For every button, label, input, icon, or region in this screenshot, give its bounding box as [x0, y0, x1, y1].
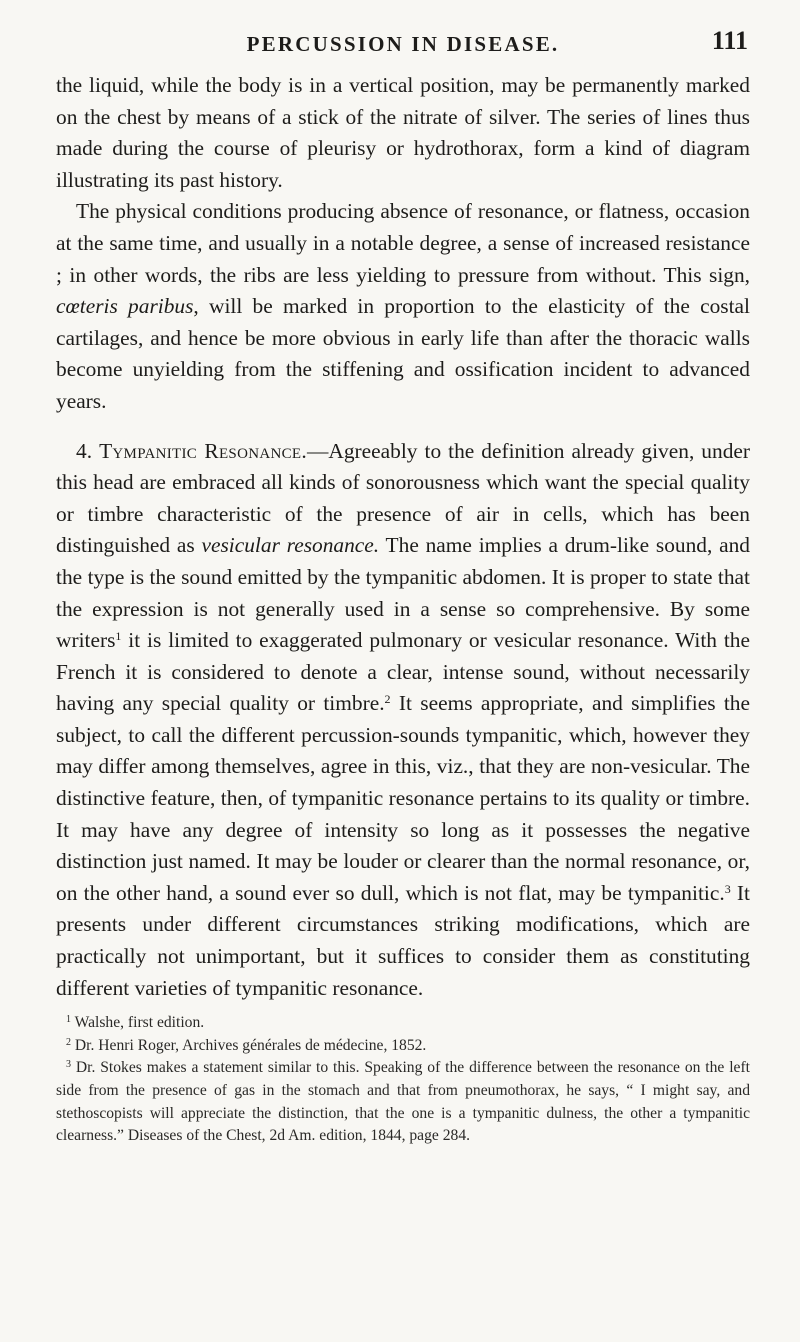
paragraph-text: It presents under different circumstances striking modifications, which are practically not unimportant, but it suffices to consider them as constituting different varieties of tympanitic resonance. [56, 880, 750, 1000]
paragraph-resistance [56, 196, 750, 417]
footnote-ref-2[interactable]: 2 [384, 692, 391, 707]
body-text [56, 70, 750, 1004]
paragraph-text: —Agreeably to the definition already given, under this head are embraced all kinds of sonorousness which want the special quality or timbre characteristic of the presence of air in cells, which has been distinguished as [56, 438, 751, 558]
paragraph-text: It seems appropriate, and simplifies the subject, to call the different percussion-sounds tympanitic, which, however they may differ among themselves, agree in this, viz., that they are non-vesicular. The distinctive feature, then, of tympanitic resonance pertains to its quality or timbre. It may have any degree of intensity so long as it possesses the negative distinction just named. It may be louder or clearer than the normal resonance, or, on the other hand, a sound ever so dull, which is not flat, may be tympanitic. [56, 691, 750, 905]
paragraph-text: it is limited to exaggerated pulmonary or vesicular resonance. With the French it is considered to denote a clear, intense sound, without necessarily having any special quality or timbre. [56, 628, 750, 716]
page-number: 111 [711, 26, 748, 55]
italic-term: vesicular resonance. [201, 533, 380, 558]
footnote-text: Dr. Stokes makes a statement similar to this. Speaking of the difference between the resonance on the left side from the presence of gas in the stomach and that from pneumothorax, he says, “ I might say, and stethoscopists will appreciate the distinction, that the one is a tympanitic dulness, the other a tympanitic clearness.” Diseases of the Chest, 2d Am. edition, 1844, page 284. [56, 1059, 751, 1145]
paragraph-text: , will be marked in proportion to the elasticity of the costal cartilages, and hence be more obvious in early life than after the thoracic walls become unyielding from the stiffening and ossification incident to advanced years. [56, 294, 750, 413]
footnote-text: Walshe, first edition. [74, 1014, 205, 1032]
latin-phrase: cœteris paribus [56, 294, 194, 319]
footnote-1 [56, 1012, 750, 1035]
footnote-marker: 3 [66, 1059, 71, 1071]
footnote-marker: 1 [66, 1014, 71, 1026]
section-number: 4. [76, 438, 100, 463]
paragraph-text: The physical conditions producing absence of resonance, or flatness, occasion at the same time, and usually in a notable degree, a sense of increased resistance ; in other words, the ribs are less yielding to pressure from without. This sign, [56, 199, 750, 287]
footnote-text: Dr. Henri Roger, Archives générales de médecine, 1852. [74, 1036, 427, 1054]
running-head [56, 22, 750, 70]
footnote-3 [56, 1057, 750, 1147]
section-heading: Tympanitic Resonance. [99, 438, 308, 463]
footnote-marker: 2 [66, 1036, 71, 1048]
footnote-2 [56, 1035, 750, 1058]
paragraph-text: The name implies a drum-like sound, and the type is the sound emitted by the tympanitic abdomen. It is proper to state that the expression is not generally used in a sense so comprehensive. By some writers [56, 533, 750, 653]
section-tympanitic-resonance [56, 436, 750, 1005]
footnotes [56, 1012, 750, 1148]
paragraph-text: the liquid, while the body is in a vertical position, may be permanently marked on the chest by means of a stick of the nitrate of silver. The series of lines thus made during the course of pleurisy or hydrothorax, form a kind of diagram illustrating its past history. [56, 73, 750, 192]
paragraph-continued [56, 70, 750, 196]
footnote-ref-1[interactable]: 1 [115, 629, 122, 644]
running-title: PERCUSSION IN DISEASE. [246, 32, 560, 56]
footnote-ref-3[interactable]: 3 [724, 881, 731, 896]
